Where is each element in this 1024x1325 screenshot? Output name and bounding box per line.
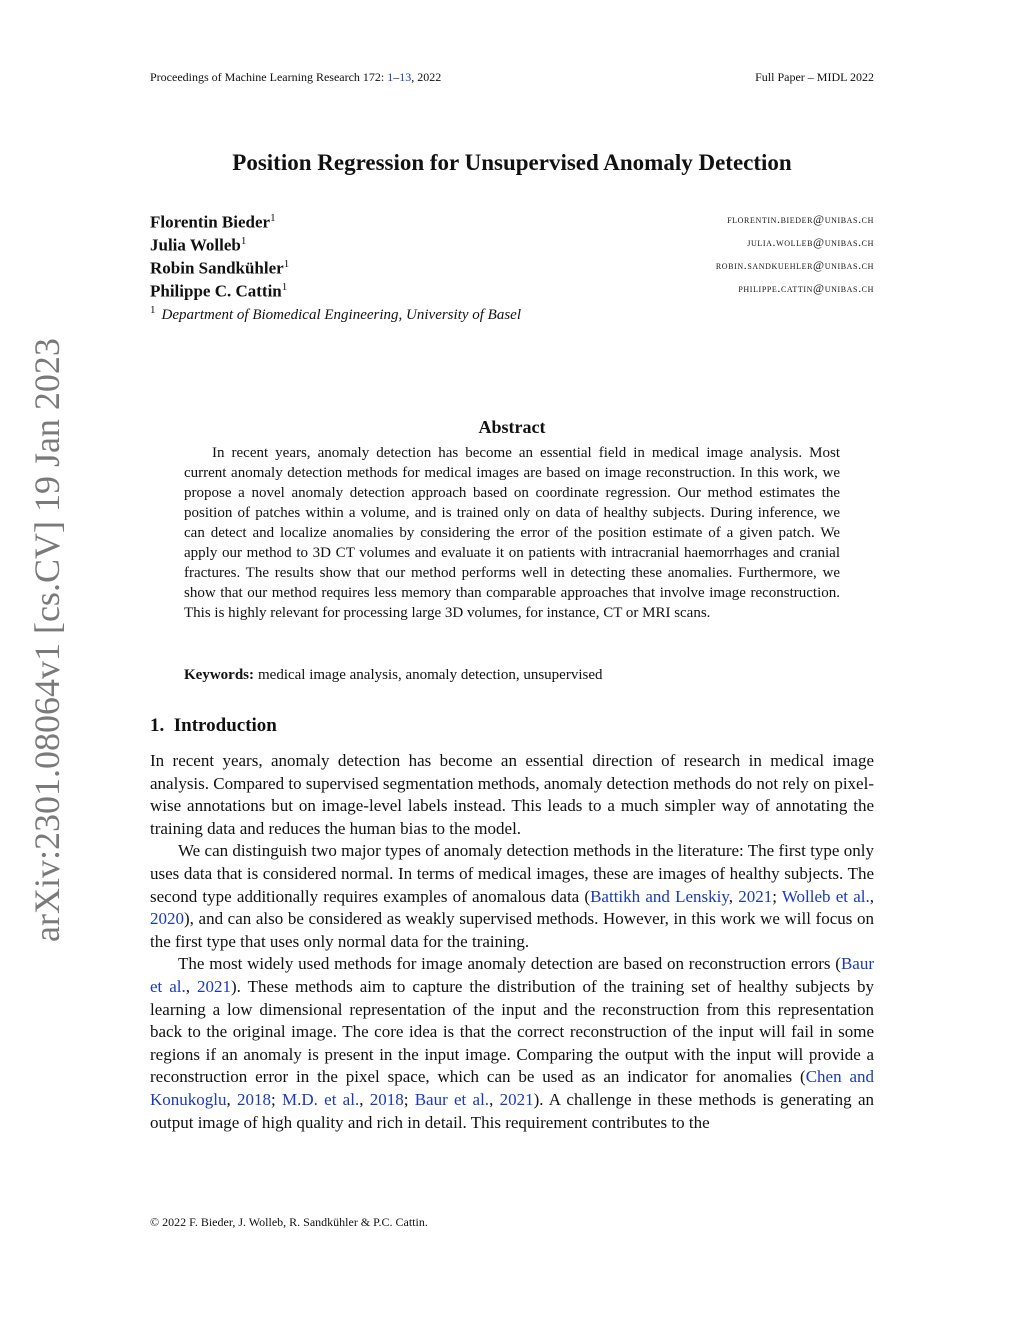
author-name: Robin Sandkühler$^1$: [150, 258, 290, 278]
author-list: [150, 207, 874, 299]
citation-link[interactable]: Baur et al.: [414, 1089, 490, 1109]
affiliation: $^1$ Department of Biomedical Engineering, University of Basel: [150, 304, 522, 323]
intro-paragraph-2: We can distinguish two major types of anomaly detection methods in the literature: The first type only uses data that is considered normal. In terms of medical images, these are images of healthy subjects. The second type additionally requires examples of anomalous data (Battikh and Lenskiy, 2021; Wolleb et al., 2020), and can also be considered as weakly supervised methods. However, in this work we will focus on the first type that uses only normal data for the training.: [150, 841, 875, 951]
proceedings-line: Proceedings of Machine Learning Research 172: 1–13, 2022: [150, 70, 442, 84]
author-email[interactable]: julia.wolleb@unibas.ch: [747, 235, 874, 249]
author-email[interactable]: philippe.cattin@unibas.ch: [738, 281, 874, 295]
running-header: [150, 68, 874, 86]
author-email[interactable]: florentin.bieder@unibas.ch: [727, 212, 874, 226]
arxiv-identifier-stamp: arXiv:2301.08064v1 [cs.CV] 19 Jan 2023: [27, 338, 67, 942]
citation-link[interactable]: 2021: [499, 1089, 534, 1109]
author-email[interactable]: robin.sandkuehler@unibas.ch: [715, 258, 874, 272]
author-name: Philippe C. Cattin$^1$: [150, 281, 288, 301]
keywords: [184, 665, 840, 685]
venue-label: Full Paper – MIDL 2022: [755, 70, 874, 84]
citation-link[interactable]: 2021: [197, 976, 231, 996]
abstract-heading: Abstract: [478, 417, 546, 437]
author-row: [150, 276, 874, 299]
paper-title: Position Regression for Unsupervised Anomaly Detection: [232, 150, 792, 175]
keywords-list: medical image analysis, anomaly detection, unsupervised: [258, 667, 603, 683]
intro-paragraph-1: In recent years, anomaly detection has become an essential direction of research in medical image analysis. Compared to supervised segmentation methods, anomaly detection methods do not rely on pixel-wise annotations but on image-level labels instead. This leads to a much simpler way of annotating the training data and reduces the human bias to the model.: [150, 751, 874, 838]
author-row: [150, 207, 874, 230]
citation-link[interactable]: 2018: [237, 1089, 272, 1109]
keywords-label: Keywords:: [184, 667, 254, 683]
copyright-footer: © 2022 F. Bieder, J. Wolleb, R. Sandkühler & P.C. Cattin.: [150, 1215, 428, 1229]
last-page-link[interactable]: 13: [399, 70, 412, 84]
abstract-text: In recent years, anomaly detection has become an essential field in medical image analysis. Most current anomaly detection methods for medical images are based on image reconstruction. In this work, we propose a novel anomaly detection approach based on coordinate regression. Our method estimates the position of patches within a volume, and is trained only on data of healthy subjects. During inference, we can detect and localize anomalies by considering the error of the position estimate of a given patch. We apply our method to 3D CT volumes and evaluate it on patients with intracranial haemorrhages and cranial fractures. The results show that our method performs well in detecting these anomalies. Furthermore, we show that our method requires less memory than comparable approaches that involve image reconstruction. This is highly relevant for processing large 3D volumes, for instance, CT or MRI scans.: [184, 445, 840, 621]
author-row: [150, 253, 874, 276]
introduction-body: [150, 750, 874, 1134]
section-heading: 1. Introduction: [150, 715, 277, 736]
citation-link[interactable]: Chen and Konukoglu: [150, 1067, 874, 1109]
citation-link[interactable]: Battikh and Lenskiy: [590, 886, 729, 906]
citation-link[interactable]: 2021: [738, 886, 773, 906]
citation-link[interactable]: 2018: [369, 1089, 404, 1109]
intro-paragraph-3: The most widely used methods for image anomaly detection are based on reconstruction errors (Baur et al., 2021). These methods aim to capture the distribution of the training set of healthy subjects by learning a low dimensional representation of the input and the reconstruction from this representation back to the original image. The core idea is that the correct reconstruction of the input will fail in some regions if an anomaly is present in the input image. Comparing the output with the input will provide a reconstruction error in the pixel space, which can be used as an indicator for anomalies (Chen and Konukoglu, 2018; M.D. et al., 2018; Baur et al., 2021). A challenge in these methods is generating an output image of high quality and rich in detail. This requirement contributes to the: [150, 954, 874, 1132]
author-row: [150, 230, 874, 253]
citation-link[interactable]: Wolleb et al.: [781, 886, 870, 906]
citation-link[interactable]: M.D. et al.: [282, 1089, 360, 1109]
citation-link[interactable]: 2020: [150, 909, 184, 929]
first-page-link[interactable]: 1: [387, 70, 394, 84]
citation-link[interactable]: Baur et al.: [150, 954, 874, 996]
author-name: Florentin Bieder$^1$: [150, 212, 276, 232]
author-name: Julia Wolleb$^1$: [150, 235, 247, 255]
